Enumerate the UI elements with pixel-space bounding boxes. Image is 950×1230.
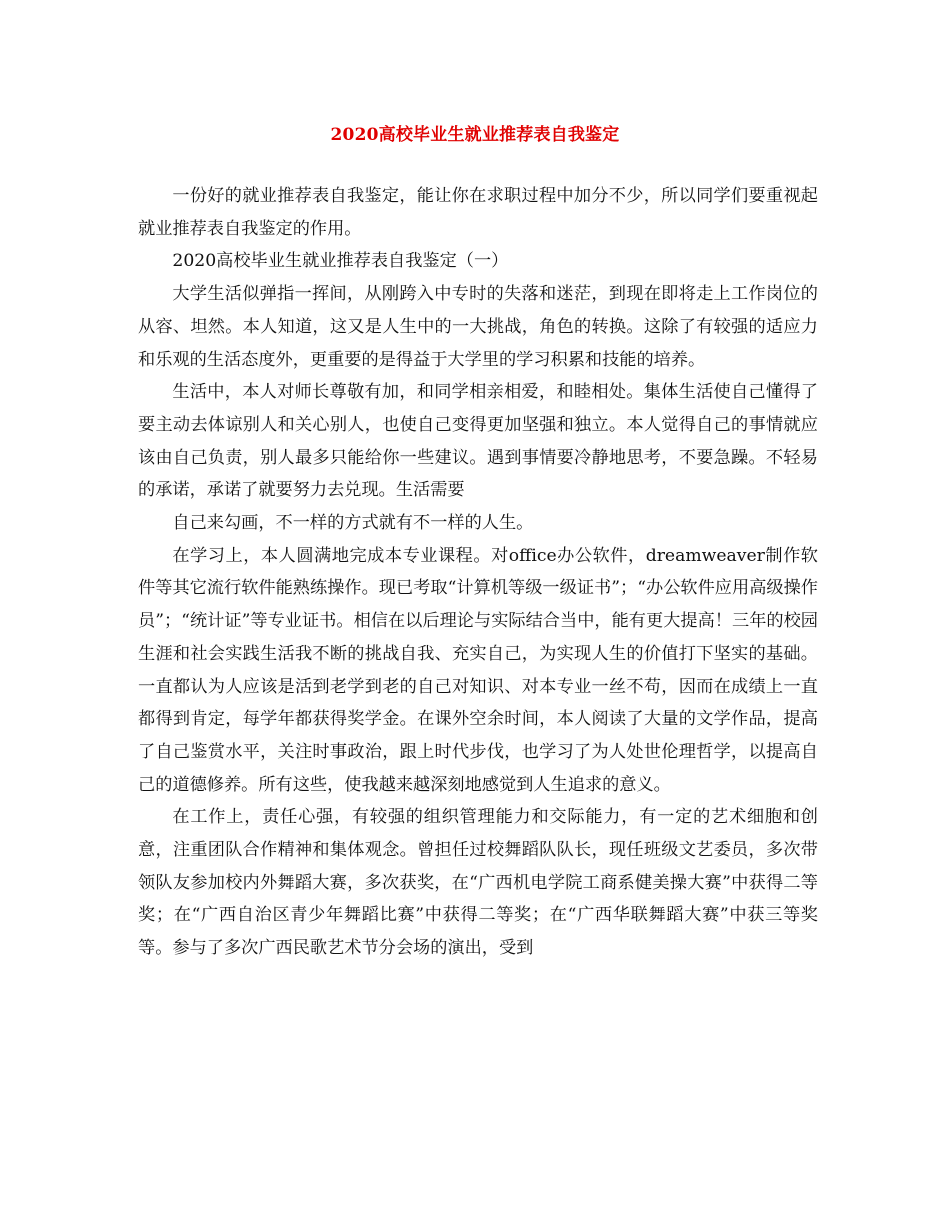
paragraph-life-continued: 自己来勾画，不一样的方式就有不一样的人生。 — [172, 513, 534, 534]
document-body — [138, 180, 818, 965]
paragraph-work: 在工作上，责任心强，有较强的组织管理能力和交际能力，有一定的艺术细胞和创意，注重团队合作精神和集体观念。曾担任过校舞蹈队队长，现任班级文艺委员，多次带领队友参加校内外舞蹈大赛，多次获奖，在“广西机电学院工商系健美操大赛”中获得二等奖；在“广西自治区青少年舞蹈比赛”中获得二等奖；在“广西华联舞蹈大赛”中获三等奖等。参与了多次广西民歌艺术节分会场的演出，受到 — [138, 807, 818, 959]
paragraph-section-heading: 2020高校毕业生就业推荐表自我鉴定（一） — [172, 251, 509, 272]
paragraph-daily-life: 生活中，本人对师长尊敬有加，和同学相亲相爱，和睦相处。集体生活使自己懂得了要主动去体谅别人和关心别人，也使自己变得更加坚强和独立。本人觉得自己的事情就应该由自己负责，别人最多只能给你一些建议。遇到事情要冷静地思考，不要急躁。不轻易的承诺，承诺了就要努力去兑现。生活需要 — [138, 382, 818, 501]
document-title: 2020高校毕业生就业推荐表自我鉴定 — [330, 125, 620, 145]
paragraph-study: 在学习上，本人圆满地完成本专业课程。对office办公软件，dreamweaver制作软件等其它流行软件能熟练操作。现已考取“计算机等级一级证书”；“办公软件应用高级操作员”；“统计证”等专业证书。相信在以后理论与实际结合当中，能有更大提高！三年的校园生涯和社会实践生活我不断的挑战自我、充实自己，为实现人生的价值打下坚实的基础。一直都认为人应该是活到老学到老的自己对知识、对本专业一丝不苟，因而在成绩上一直都得到肯定，每学年都获得奖学金。在课外空余时间，本人阅读了大量的文学作品，提高了自己鉴赏水平，关注时事政治，跟上时代步伐，也学习了为人处世伦理哲学，以提高自己的道德修养。所有这些，使我越来越深刻地感觉到人生追求的意义。 — [138, 545, 818, 795]
paragraph-university-life: 大学生活似弹指一挥间，从刚跨入中专时的失落和迷茫，到现在即将走上工作岗位的从容、坦然。本人知道，这又是人生中的一大挑战，角色的转换。这除了有较强的适应力和乐观的生活态度外，更重要的是得益于大学里的学习积累和技能的培养。 — [138, 284, 818, 370]
paragraph-intro: 一份好的就业推荐表自我鉴定，能让你在求职过程中加分不少，所以同学们要重视起就业推荐表自我鉴定的作用。 — [138, 186, 818, 239]
